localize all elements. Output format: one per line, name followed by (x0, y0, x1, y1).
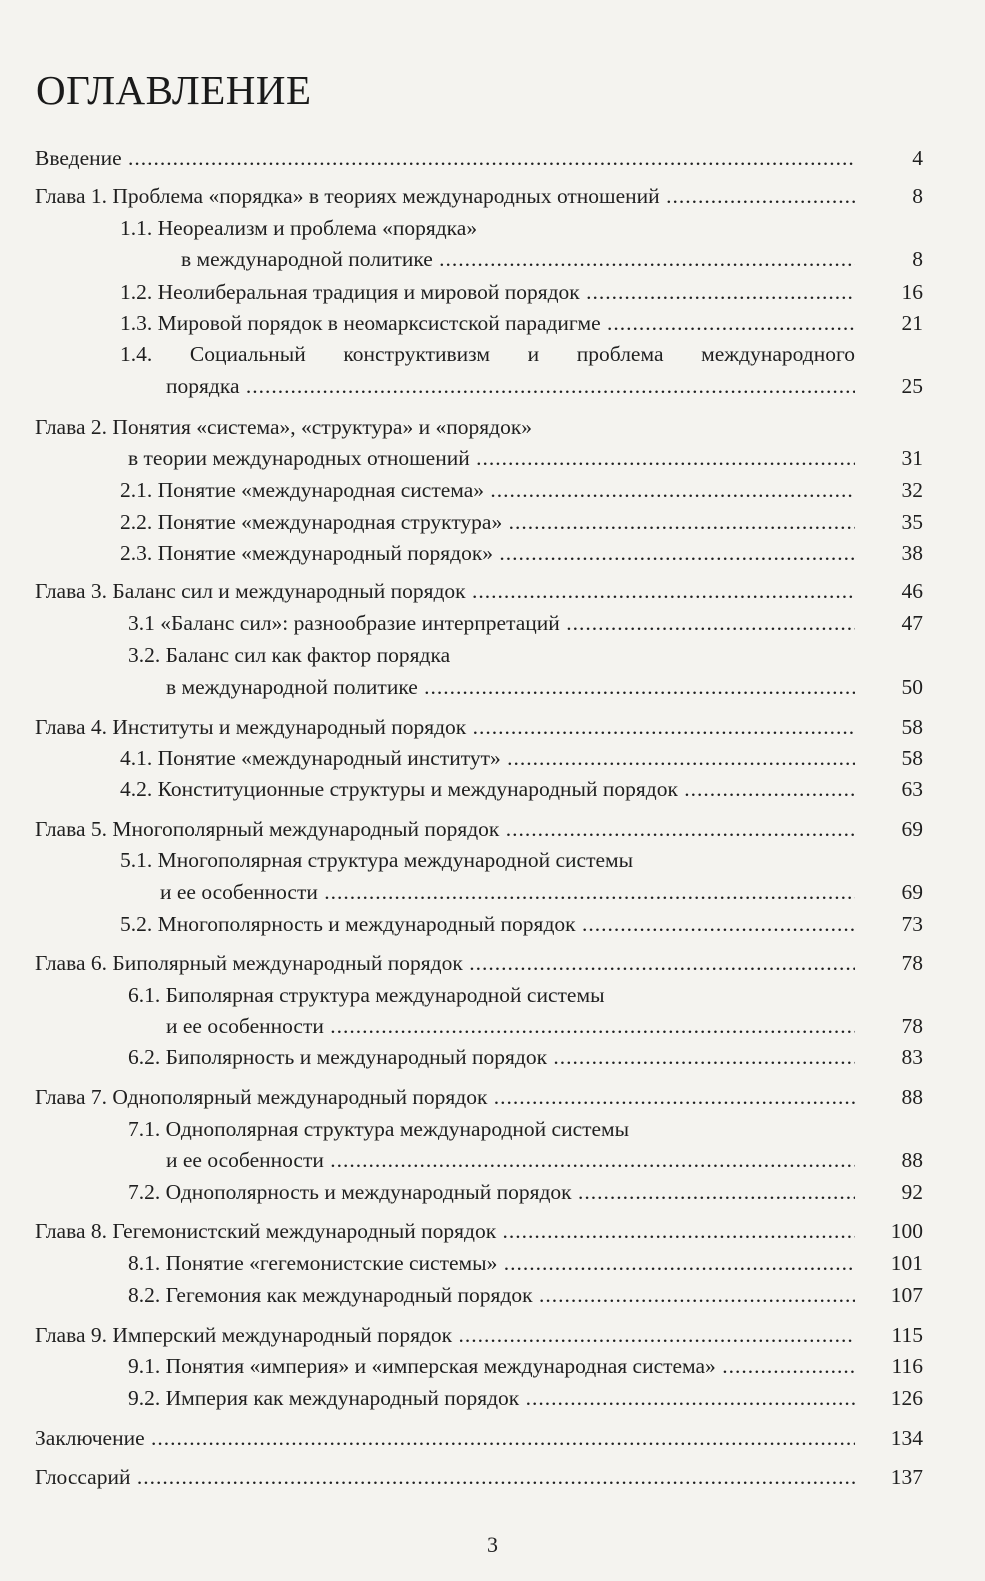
toc-entry-chapter-6: Глава 6. Биполярный международный порядок ..... 78 (35, 948, 923, 978)
toc-entry-2-1: 2.1. Понятие «международная система» ..... 32 (120, 475, 923, 505)
toc-entry-4-1: 4.1. Понятие «международный институт» ..... 58 (120, 743, 923, 773)
page-number: 3 (487, 1532, 498, 1557)
page-title: ОГЛАВЛЕНИЕ (36, 67, 312, 113)
toc-entry-3-2-line-2: в международной политике ..... 50 (166, 672, 923, 702)
toc-entry-introduction: Введение ..... 4 (35, 143, 923, 173)
toc-entry-6-1-line-1: 6.1. Биполярная структура международной системы (128, 983, 605, 1007)
toc-entry-6-1-line-2: и ее особенности ..... 78 (166, 1011, 923, 1041)
toc-entry-1-1-line-1: 1.1. Неореализм и проблема «порядка» (120, 216, 478, 240)
toc-entry-5-1-line-1: 5.1. Многополярная структура международной системы (120, 848, 634, 872)
toc-entry-chapter-9: Глава 9. Имперский международный порядок ..... 115 (35, 1320, 923, 1350)
toc-entry-3-2-line-1: 3.2. Баланс сил как фактор порядка (128, 643, 451, 667)
toc-entry-conclusion: Заключение ..... 134 (35, 1423, 923, 1453)
toc-entry-7-2: 7.2. Однополярность и международный порядок ..... 92 (128, 1177, 923, 1207)
toc-entry-chapter-4: Глава 4. Институты и международный порядок ..... 58 (35, 712, 923, 742)
toc-entry-1-2: 1.2. Неолиберальная традиция и мировой порядок ..... 16 (120, 277, 923, 307)
toc-entry-chapter-5: Глава 5. Многополярный международный порядок ..... 69 (35, 814, 923, 844)
toc-entry-7-1-line-2: и ее особенности ..... 88 (166, 1145, 923, 1175)
toc-entry-1-4-line-2: порядка ..... 25 (166, 371, 923, 401)
toc-entry-glossary: Глоссарий ..... 137 (35, 1462, 923, 1492)
toc-entry-1-1-line-2: в международной политике ..... 8 (181, 244, 923, 274)
toc-entry-chapter-2-line-2: в теории международных отношений ..... 31 (128, 443, 923, 473)
toc-entry-8-1: 8.1. Понятие «гегемонистские системы» ..... 101 (128, 1248, 923, 1278)
toc-entry-9-2: 9.2. Империя как международный порядок ..... 126 (128, 1383, 923, 1413)
toc-entry-chapter-2-line-1: Глава 2. Понятия «система», «структура» и «порядок» (35, 415, 533, 439)
toc-entry-7-1-line-1: 7.1. Однополярная структура международной системы (128, 1117, 630, 1141)
toc-entry-chapter-1: Глава 1. Проблема «порядка» в теориях международных отношений ..... 8 (35, 181, 923, 211)
toc-entry-1-3: 1.3. Мировой порядок в неомарксистской парадигме ..... 21 (120, 308, 923, 338)
toc-entry-2-3: 2.3. Понятие «международный порядок» ..... 38 (120, 538, 923, 568)
toc-entry-chapter-3: Глава 3. Баланс сил и международный порядок ..... 46 (35, 576, 923, 606)
toc-entry-chapter-8: Глава 8. Гегемонистский международный порядок ..... 100 (35, 1216, 923, 1246)
toc-entry-2-2: 2.2. Понятие «международная структура» ..... 35 (120, 507, 923, 537)
toc-entry-6-2: 6.2. Биполярность и международный порядок ..... 83 (128, 1042, 923, 1072)
toc-entry-5-1-line-2: и ее особенности ..... 69 (160, 877, 923, 907)
toc-entry-1-4-line-1: 1.4. Социальный конструктивизм и проблема международного (120, 342, 855, 366)
toc-entry-4-2: 4.2. Конституционные структуры и международный порядок ..... 63 (120, 774, 923, 804)
toc-entry-3-1: 3.1 «Баланс сил»: разнообразие интерпретаций ..... 47 (128, 608, 923, 638)
toc-entry-5-2: 5.2. Многополярность и международный порядок ..... 73 (120, 909, 923, 939)
toc-entry-9-1: 9.1. Понятия «империя» и «имперская международная система» ..... 116 (128, 1351, 923, 1381)
toc-entry-chapter-7: Глава 7. Однополярный международный порядок ..... 88 (35, 1082, 923, 1112)
toc-entry-8-2: 8.2. Гегемония как международный порядок ..... 107 (128, 1280, 923, 1310)
